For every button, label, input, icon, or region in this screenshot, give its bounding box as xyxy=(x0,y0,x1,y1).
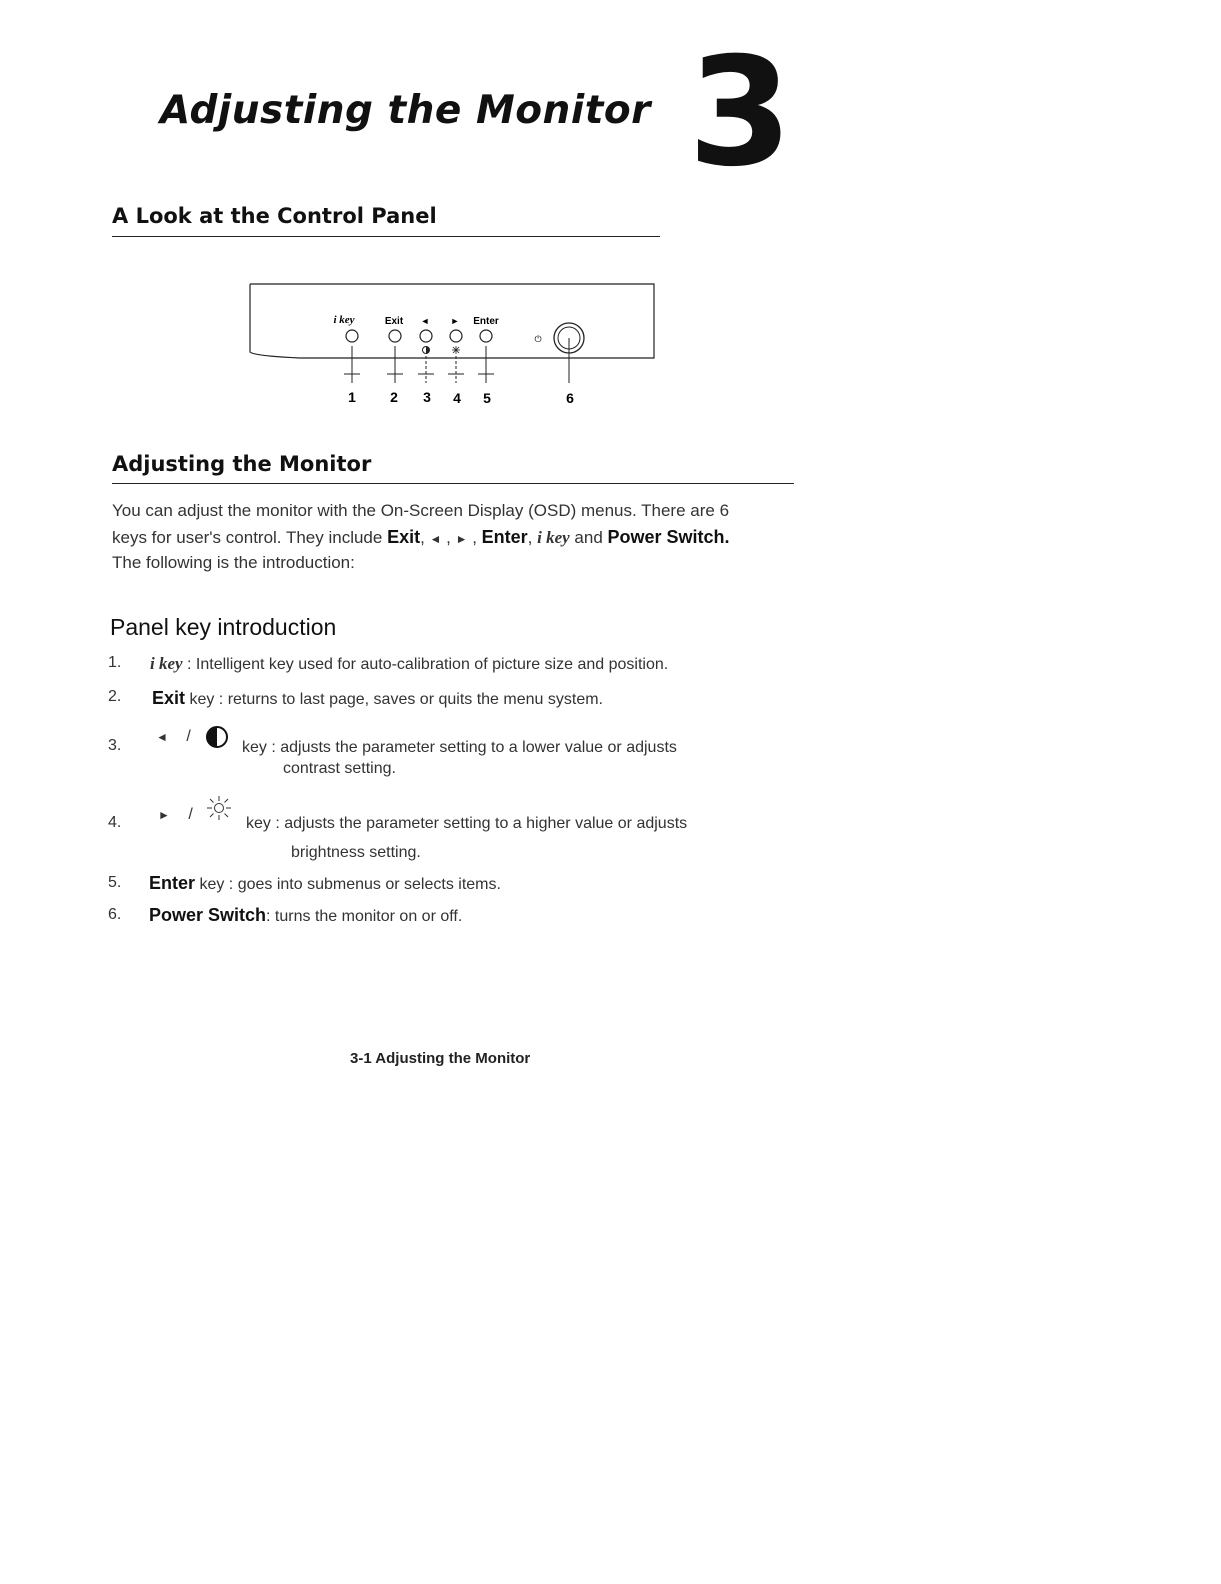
list-item-text: contrast setting. xyxy=(283,760,396,777)
left-arrow-icon: ◄ xyxy=(429,532,442,546)
panel-right-button xyxy=(450,330,462,342)
contrast-icon xyxy=(423,347,430,354)
callout-3: 3 xyxy=(423,389,431,405)
brightness-icon xyxy=(452,346,460,354)
panel-label-ikey: i key xyxy=(333,314,355,326)
section-heading-control-panel: A Look at the Control Panel xyxy=(112,204,437,228)
list-item-text: key : adjusts the parameter setting to a lower value or adjusts xyxy=(242,739,677,756)
list-item: Enter key : goes into submenus or selects items. xyxy=(149,873,501,893)
callout-2: 2 xyxy=(390,389,398,405)
item-number: 3. xyxy=(108,737,122,754)
control-panel-diagram xyxy=(240,278,670,413)
intro-line-2: keys for user's control. They include Exit, ◄ , ► , Enter, i key and Power Switch. xyxy=(112,527,730,547)
brightness-icon xyxy=(204,794,234,822)
chapter-title: Adjusting the Monitor xyxy=(160,88,651,133)
list-item: Power Switch: turns the monitor on or off. xyxy=(149,905,463,925)
callout-1: 1 xyxy=(348,389,356,405)
panel-label-enter: Enter xyxy=(473,316,499,327)
list-item: ◄ / xyxy=(156,728,191,745)
section-rule xyxy=(112,483,794,484)
item-number: 2. xyxy=(108,688,122,705)
panel-key-heading: Panel key introduction xyxy=(110,614,337,640)
list-item-text: brightness setting. xyxy=(291,844,421,861)
power-symbol-icon: ⏻ xyxy=(534,335,542,345)
left-arrow-icon: ◄ xyxy=(156,730,168,744)
right-arrow-icon: ► xyxy=(455,532,468,546)
page-footer: 3-1 Adjusting the Monitor xyxy=(350,1050,531,1067)
list-item: Exit key : returns to last page, saves or quits the menu system. xyxy=(152,688,603,708)
panel-label-exit: Exit xyxy=(384,316,404,327)
intro-line-1: You can adjust the monitor with the On-Screen Display (OSD) menus. There are 6 xyxy=(112,501,730,520)
panel-left-button xyxy=(420,330,432,342)
panel-exit-button xyxy=(389,330,401,342)
item-number: 4. xyxy=(108,814,122,831)
section-rule xyxy=(112,236,660,237)
contrast-icon xyxy=(204,724,230,750)
panel-ikey-button xyxy=(346,330,358,342)
item-number: 1. xyxy=(108,654,122,671)
panel-label-left: ◄ xyxy=(420,316,430,326)
chapter-number: 3 xyxy=(688,26,793,200)
panel-label-right: ► xyxy=(450,316,460,326)
list-item-text: key : adjusts the parameter setting to a higher value or adjusts xyxy=(246,815,688,832)
panel-enter-button xyxy=(480,330,492,342)
callout-6: 6 xyxy=(566,390,574,406)
callout-5: 5 xyxy=(483,390,491,406)
callout-4: 4 xyxy=(453,390,461,406)
intro-line-3: The following is the introduction: xyxy=(112,553,355,572)
list-item: i key : Intelligent key used for auto-calibration of picture size and position. xyxy=(150,654,669,673)
list-item: ► / xyxy=(158,806,193,823)
item-number: 5. xyxy=(108,874,122,891)
item-number: 6. xyxy=(108,906,122,923)
right-arrow-icon: ► xyxy=(158,808,170,822)
section-heading-adjusting: Adjusting the Monitor xyxy=(112,452,372,476)
